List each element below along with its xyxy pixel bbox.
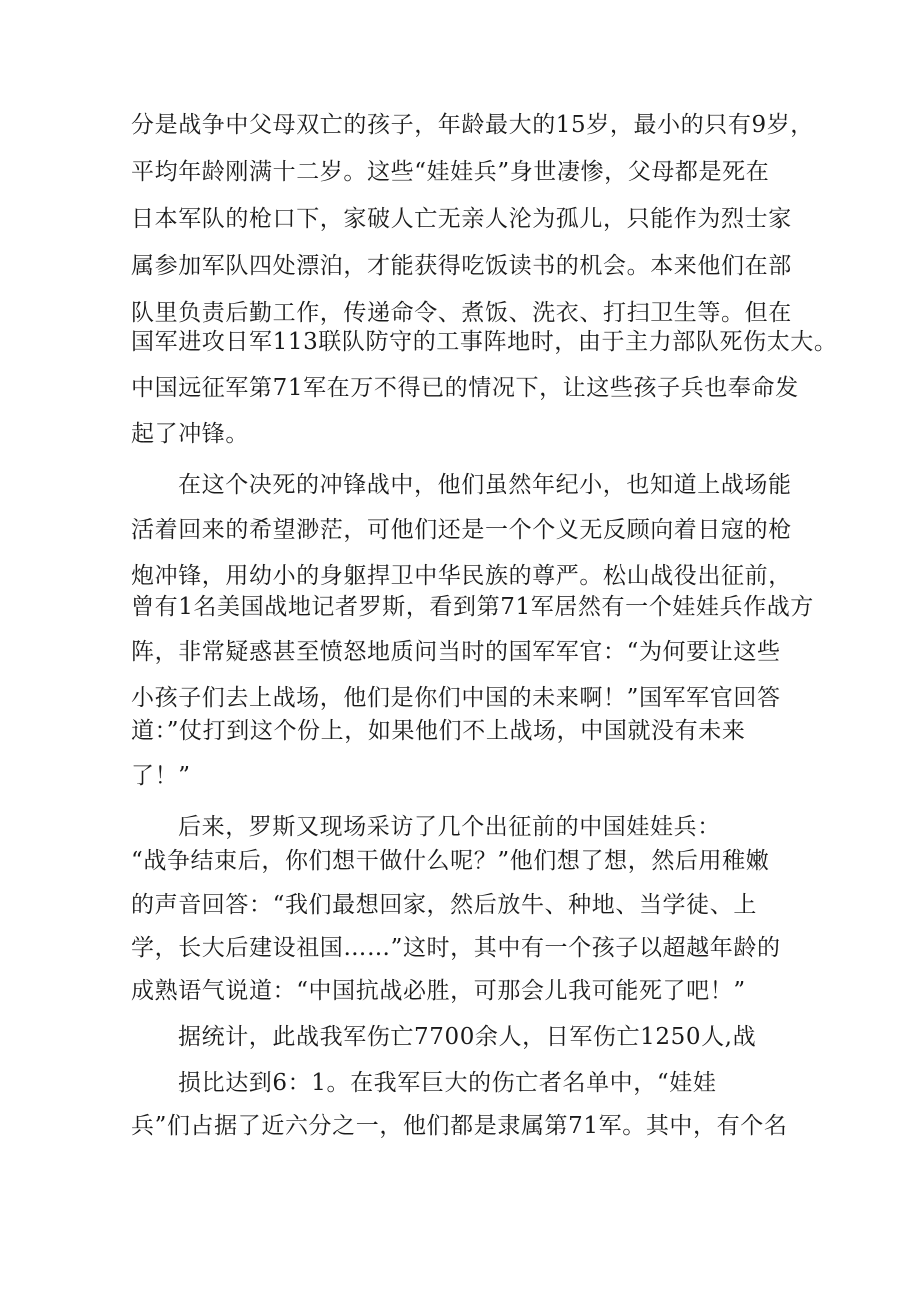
- text-line: 的声音回答：“我们最想回家，然后放牛、种地、当学徒、上: [131, 892, 757, 918]
- text-line: 学，长大后建设祖国……”这时，其中有一个孩子以超越年龄的: [131, 935, 781, 961]
- text-line: 起了冲锋。: [131, 421, 249, 447]
- text-line: 小孩子们去上战场，他们是你们中国的未来啊！”国军军官回答: [131, 685, 781, 711]
- text-line: 了！”: [131, 763, 191, 789]
- text-line: 属参加军队四处漂泊，才能获得吃饭读书的机会。本来他们在部: [131, 253, 792, 279]
- text-line: 阵，非常疑惑甚至愤怒地质问当时的国军军官：“为何要让这些: [131, 639, 781, 665]
- text-line: 损比达到6：1。在我军巨大的伤亡者名单中，“娃娃: [178, 1070, 717, 1096]
- text-line: 队里负责后勤工作，传递命令、煮饭、洗衣、打扫卫生等。但在: [131, 300, 792, 326]
- text-line: 日本军队的枪口下，家破人亡无亲人沦为孤儿，只能作为烈士家: [131, 206, 792, 232]
- text-line: 炮冲锋，用幼小的身躯捍卫中华民族的尊严。松山战役出征前，: [131, 563, 792, 589]
- text-line: 后来，罗斯又现场采访了几个出征前的中国娃娃兵：: [178, 814, 721, 840]
- text-line: 在这个决死的冲锋战中，他们虽然年纪小，也知道上战场能: [178, 472, 792, 498]
- text-line: 据统计，此战我军伤亡7700余人，日军伤亡1250人,战: [178, 1024, 757, 1050]
- text-line: 道：”仗打到这个份上，如果他们不上战场，中国就没有未来: [131, 718, 746, 744]
- text-line: “战争结束后，你们想干做什么呢？”他们想了想，然后用稚嫩: [131, 848, 770, 874]
- text-line: 兵”们占据了近六分之一，他们都是隶属第71军。其中，有个名: [131, 1113, 788, 1139]
- text-line: 成熟语气说道：“中国抗战必胜，可那会儿我可能死了吧！”: [131, 978, 746, 1004]
- text-line: 活着回来的希望渺茫，可他们还是一个个义无反顾向着日寇的枪: [131, 517, 792, 543]
- text-line: 国军进攻日军113联队防守的工事阵地时，由于主力部队死伤太大。: [131, 329, 838, 355]
- text-line: 分是战争中父母双亡的孩子，年龄最大的15岁，最小的只有9岁，: [131, 112, 814, 138]
- text-line: 曾有1名美国战地记者罗斯，看到第71军居然有一个娃娃兵作战方: [131, 594, 814, 620]
- text-line: 平均年龄刚满十二岁。这些“娃娃兵”身世凄惨，父母都是死在: [131, 159, 770, 185]
- text-line: 中国远征军第71军在万不得已的情况下，让这些孩子兵也奉命发: [131, 375, 799, 401]
